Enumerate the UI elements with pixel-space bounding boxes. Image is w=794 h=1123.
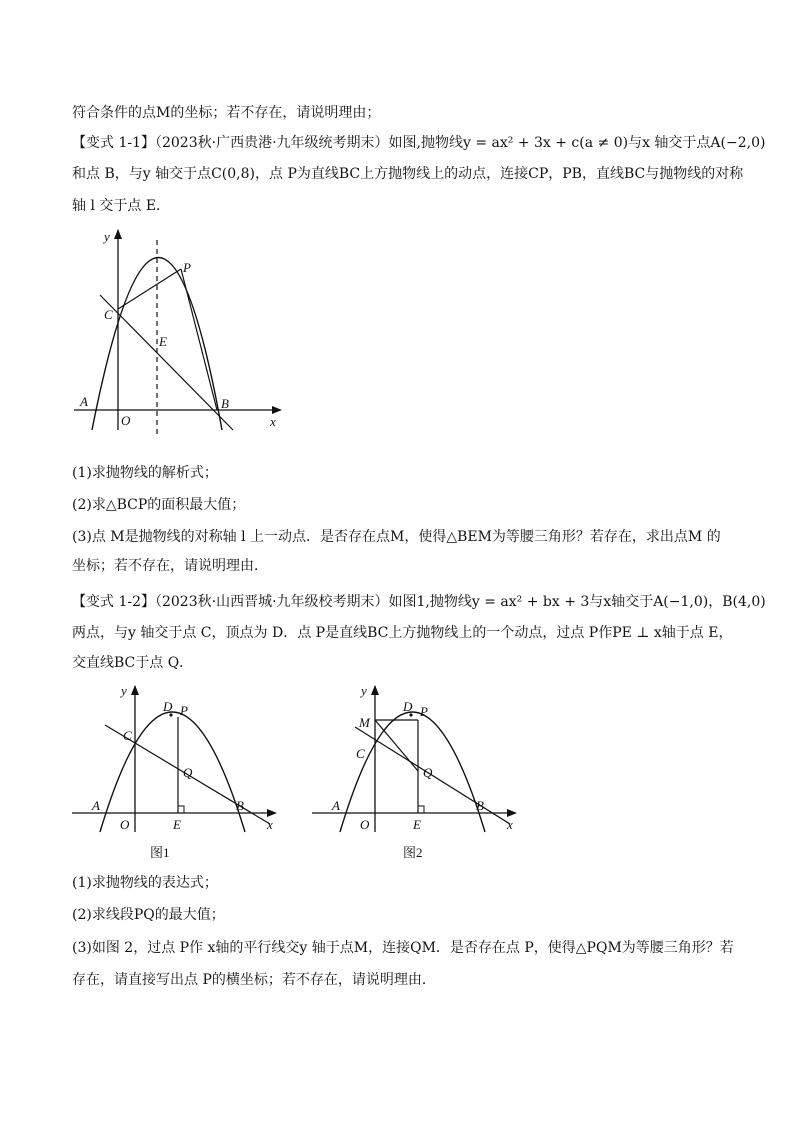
- point-label: P: [420, 704, 428, 719]
- question-1: (1)求抛物线的解析式；: [72, 465, 218, 481]
- point-label: Q: [423, 765, 433, 780]
- question-2: (2)求线段PQ的最大值；: [72, 907, 225, 923]
- question-1: (1)求抛物线的表达式；: [72, 875, 218, 891]
- text-line: 坐标；若不存在，请说明理由．: [72, 558, 268, 574]
- point-label: E: [159, 334, 167, 349]
- point-label: D: [163, 699, 173, 714]
- point-label: A: [80, 394, 88, 409]
- x-axis-label: x: [267, 817, 273, 832]
- text-line: 和点 B，与y 轴交于点C(0,8)，点 P为直线BC上方抛物线上的动点，连接CP，PB，直线BC与抛物线的对称: [72, 166, 744, 182]
- text-line: 轴 l 交于点 E．: [72, 198, 171, 214]
- question-3: (3)点 M是抛物线的对称轴 l 上一动点．是否存在点M，使得△BEM为等腰三角形？若存在，求出点M 的: [72, 529, 721, 545]
- point-label: O: [120, 817, 130, 832]
- point-label: P: [180, 703, 188, 718]
- point-label: A: [332, 798, 340, 813]
- point-label: B: [221, 396, 229, 411]
- point-label: C: [123, 728, 132, 743]
- problem-1-2-header: 【变式 1-2】（2023秋·山西晋城·九年级校考期末）如图1,抛物线y = ax² + bx + 3与x轴交于A(−1,0)，B(4,0): [72, 594, 766, 610]
- point-label: O: [360, 817, 370, 832]
- question-3: (3)如图 2，过点 P作 x轴的平行线交y 轴于点M，连接QM．是否存在点 P，使得△PQM为等腰三角形？若: [72, 940, 734, 956]
- text-line: 符合条件的点M的坐标；若不存在，请说明理由；: [72, 105, 381, 121]
- y-axis-label: y: [361, 683, 367, 698]
- point-label: E: [413, 817, 421, 832]
- x-axis-label: x: [270, 414, 276, 429]
- point-label: C: [104, 307, 113, 322]
- point-label: B: [236, 798, 244, 813]
- point-label: D: [403, 699, 413, 714]
- point-label: A: [92, 798, 100, 813]
- figure-caption: 图2: [403, 845, 423, 860]
- point-label: P: [183, 260, 191, 275]
- point-label: C: [356, 746, 365, 761]
- y-axis-label: y: [121, 683, 127, 698]
- problem-1-1-header: 【变式 1-1】（2023秋·广西贵港·九年级统考期末）如图,抛物线y = ax² + 3x + c(a ≠ 0)与x 轴交于点A(−2,0): [72, 135, 766, 151]
- figure-parabola-fig1: [70, 682, 285, 862]
- text-line: 两点，与y 轴交于点 C，顶点为 D．点 P是直线BC上方抛物线上的一个动点，过点 P作PE ⊥ x轴于点 E，: [72, 625, 733, 641]
- y-axis-label: y: [104, 229, 110, 244]
- point-label: M: [359, 715, 370, 730]
- figure-caption: 图1: [150, 845, 170, 860]
- text-line: 存在，请直接写出点 P的横坐标；若不存在，请说明理由．: [72, 972, 436, 988]
- figure-parabola-fig2: [310, 682, 525, 862]
- text-line: 交直线BC于点 Q．: [72, 655, 194, 671]
- point-label: O: [121, 413, 131, 428]
- point-label: Q: [183, 765, 193, 780]
- x-axis-label: x: [507, 817, 513, 832]
- question-2: (2)求△BCP的面积最大值；: [72, 497, 246, 513]
- figure-parabola-1: [70, 225, 290, 440]
- point-label: B: [476, 798, 484, 813]
- point-label: E: [173, 817, 181, 832]
